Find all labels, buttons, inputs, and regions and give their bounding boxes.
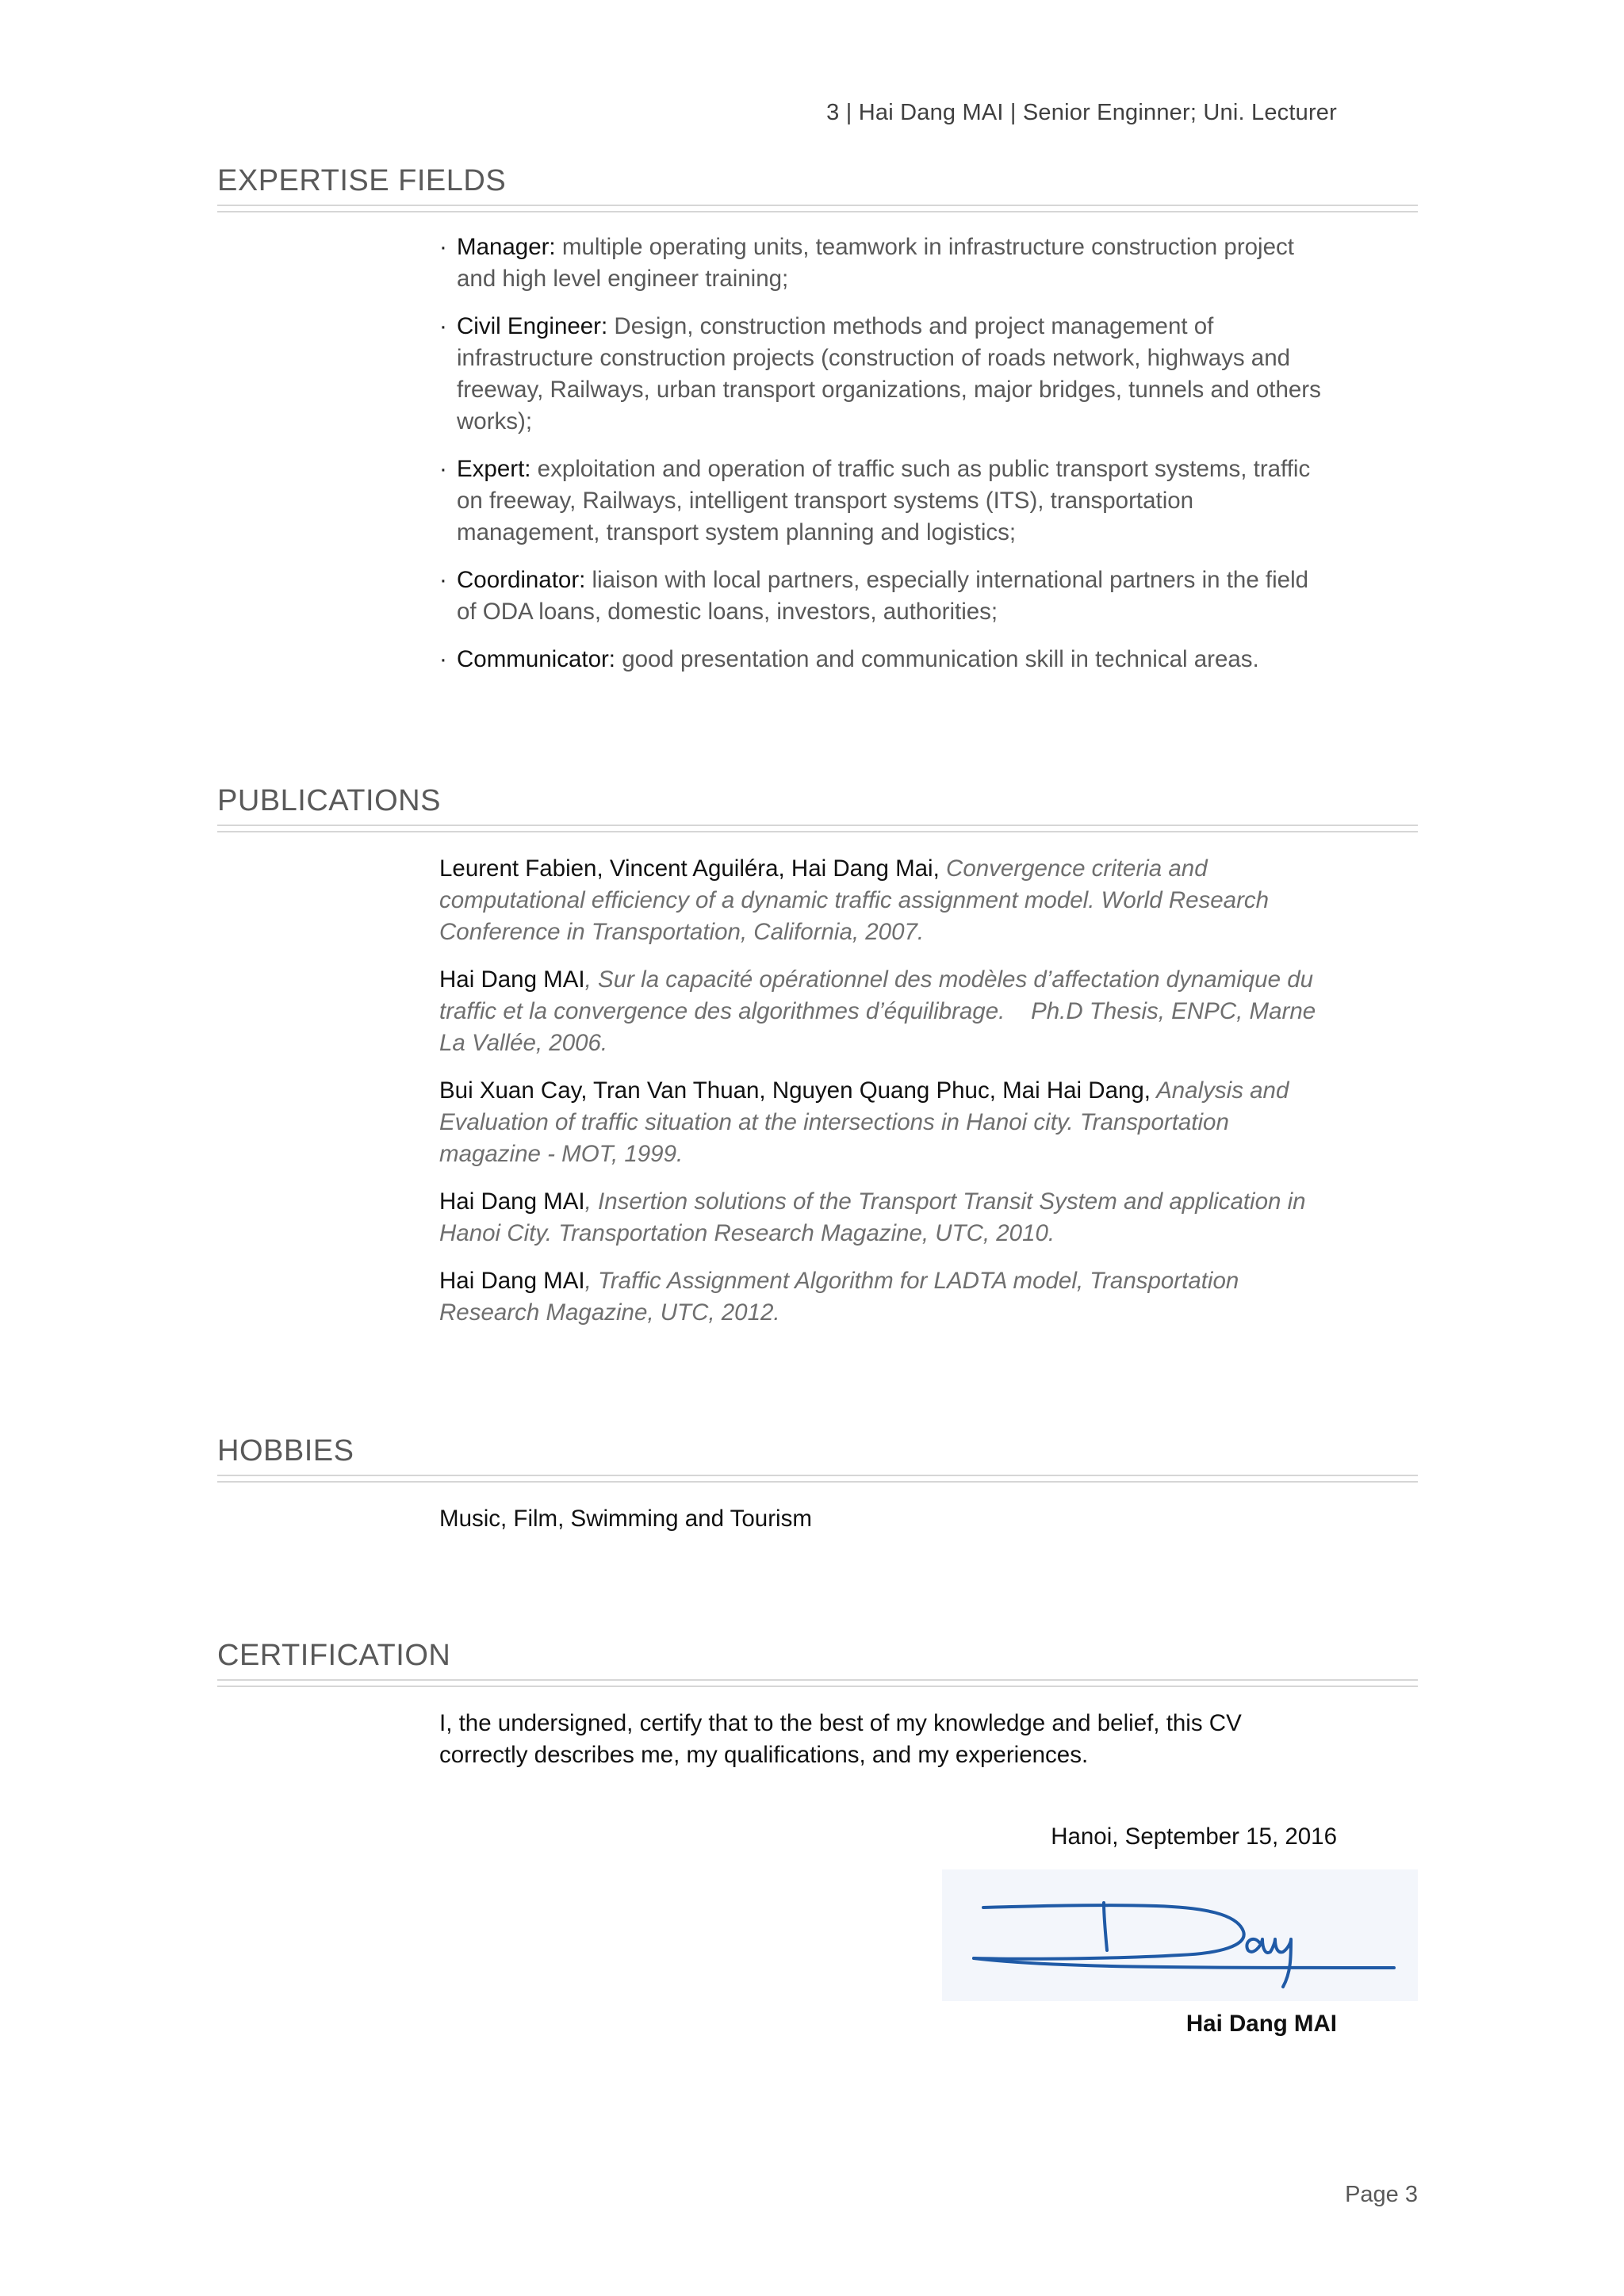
publication-title: , Traffic Assignment Algorithm for LADTA model, Transportation Research Magazine, UTC, 2012.	[439, 1268, 1239, 1326]
expertise-section	[217, 163, 1418, 691]
publications-section	[217, 783, 1418, 1345]
list-item	[439, 232, 1327, 295]
page-number: Page 3	[1345, 2182, 1418, 2207]
expertise-heading: EXPERTISE FIELDS	[217, 164, 507, 197]
publication-authors: Hai Dang MAI	[439, 966, 585, 993]
publication-title: , Insertion solutions of the Transport Transit System and application in Hanoi City. Transportation Research Magazine, UTC, 2010.	[439, 1188, 1306, 1246]
item-lead: Civil Engineer:	[457, 313, 608, 339]
certification-text: I, the undersigned, certify that to the best of my knowledge and belief, this CV correctly describes me, my qualifications, and my experiences.	[439, 1710, 1242, 1768]
bullet-icon: ·	[439, 646, 447, 672]
item-desc: multiple operating units, teamwork in infrastructure construction project and high level engineer training;	[457, 234, 1294, 292]
certification-section	[217, 1638, 1418, 1771]
publication-title: Convergence criteria and computational efficiency of a dynamic traffic assignment model. World Research Conference in Transportation, California, 2007.	[439, 855, 1270, 945]
signer-name: Hai Dang MAI	[1185, 2011, 1337, 2037]
list-item	[439, 453, 1327, 549]
section-divider	[217, 1679, 1418, 1687]
signature-image	[942, 1869, 1418, 2001]
hobbies-section	[217, 1433, 1418, 1535]
publication-authors: Leurent Fabien, Vincent Aguiléra, Hai Dang Mai,	[439, 855, 940, 882]
section-divider	[217, 205, 1418, 212]
publications-heading: PUBLICATIONS	[217, 784, 441, 817]
hobbies-text: Music, Film, Swimming and Tourism	[439, 1506, 812, 1532]
item-desc: Design, construction methods and project management of infrastructure construction projects (construction of roads network, highways and freeway, Railways, urban transport organizations, major bridges, tunnels and others works);	[457, 313, 1321, 434]
item-desc: good presentation and communication skill in technical areas.	[615, 646, 1259, 672]
expertise-list	[439, 232, 1327, 675]
publication-item	[439, 1265, 1327, 1329]
list-item	[439, 644, 1327, 675]
bullet-icon: ·	[439, 456, 447, 482]
item-lead: Coordinator:	[457, 567, 586, 593]
item-lead: Expert:	[457, 456, 531, 482]
publications-list	[439, 853, 1327, 1329]
publication-authors: Hai Dang MAI	[439, 1188, 585, 1215]
hobbies-heading: HOBBIES	[217, 1434, 354, 1468]
bullet-icon: ·	[439, 313, 447, 339]
list-item	[439, 564, 1327, 628]
publication-item	[439, 853, 1327, 948]
section-divider	[217, 1475, 1418, 1483]
item-lead: Manager:	[457, 234, 556, 260]
publication-title: , Sur la capacité opérationnel des modèles d’affectation dynamique du traffic et la convergence des algorithmes d’équilibrage. Ph.D Thesis, ENPC, Marne La Vallée, 2006.	[439, 966, 1323, 1056]
publication-item	[439, 1075, 1327, 1170]
publication-authors: Hai Dang MAI	[439, 1268, 585, 1294]
page-header: 3 | Hai Dang MAI | Senior Enginner; Uni. Lecturer	[826, 100, 1337, 125]
publication-title: Analysis and Evaluation of traffic situation at the intersections in Hanoi city. Transportation magazine - MOT, 1999.	[439, 1077, 1289, 1167]
signature-icon	[942, 1869, 1418, 2001]
publication-item	[439, 964, 1327, 1059]
bullet-icon: ·	[439, 234, 447, 260]
certification-heading: CERTIFICATION	[217, 1639, 451, 1672]
section-divider	[217, 825, 1418, 832]
place-date: Hanoi, September 15, 2016	[1051, 1823, 1337, 1850]
list-item	[439, 311, 1327, 438]
bullet-icon: ·	[439, 567, 447, 593]
item-lead: Communicator:	[457, 646, 616, 672]
item-desc: liaison with local partners, especially international partners in the field of ODA loans, domestic loans, investors, authorities;	[457, 567, 1309, 625]
publication-item	[439, 1186, 1327, 1249]
publication-authors: Bui Xuan Cay, Tran Van Thuan, Nguyen Quang Phuc, Mai Hai Dang,	[439, 1077, 1151, 1104]
item-desc: exploitation and operation of traffic such as public transport systems, traffic on freeway, Railways, intelligent transport systems (ITS), transportation management, transport system planning and logistics;	[457, 456, 1311, 545]
